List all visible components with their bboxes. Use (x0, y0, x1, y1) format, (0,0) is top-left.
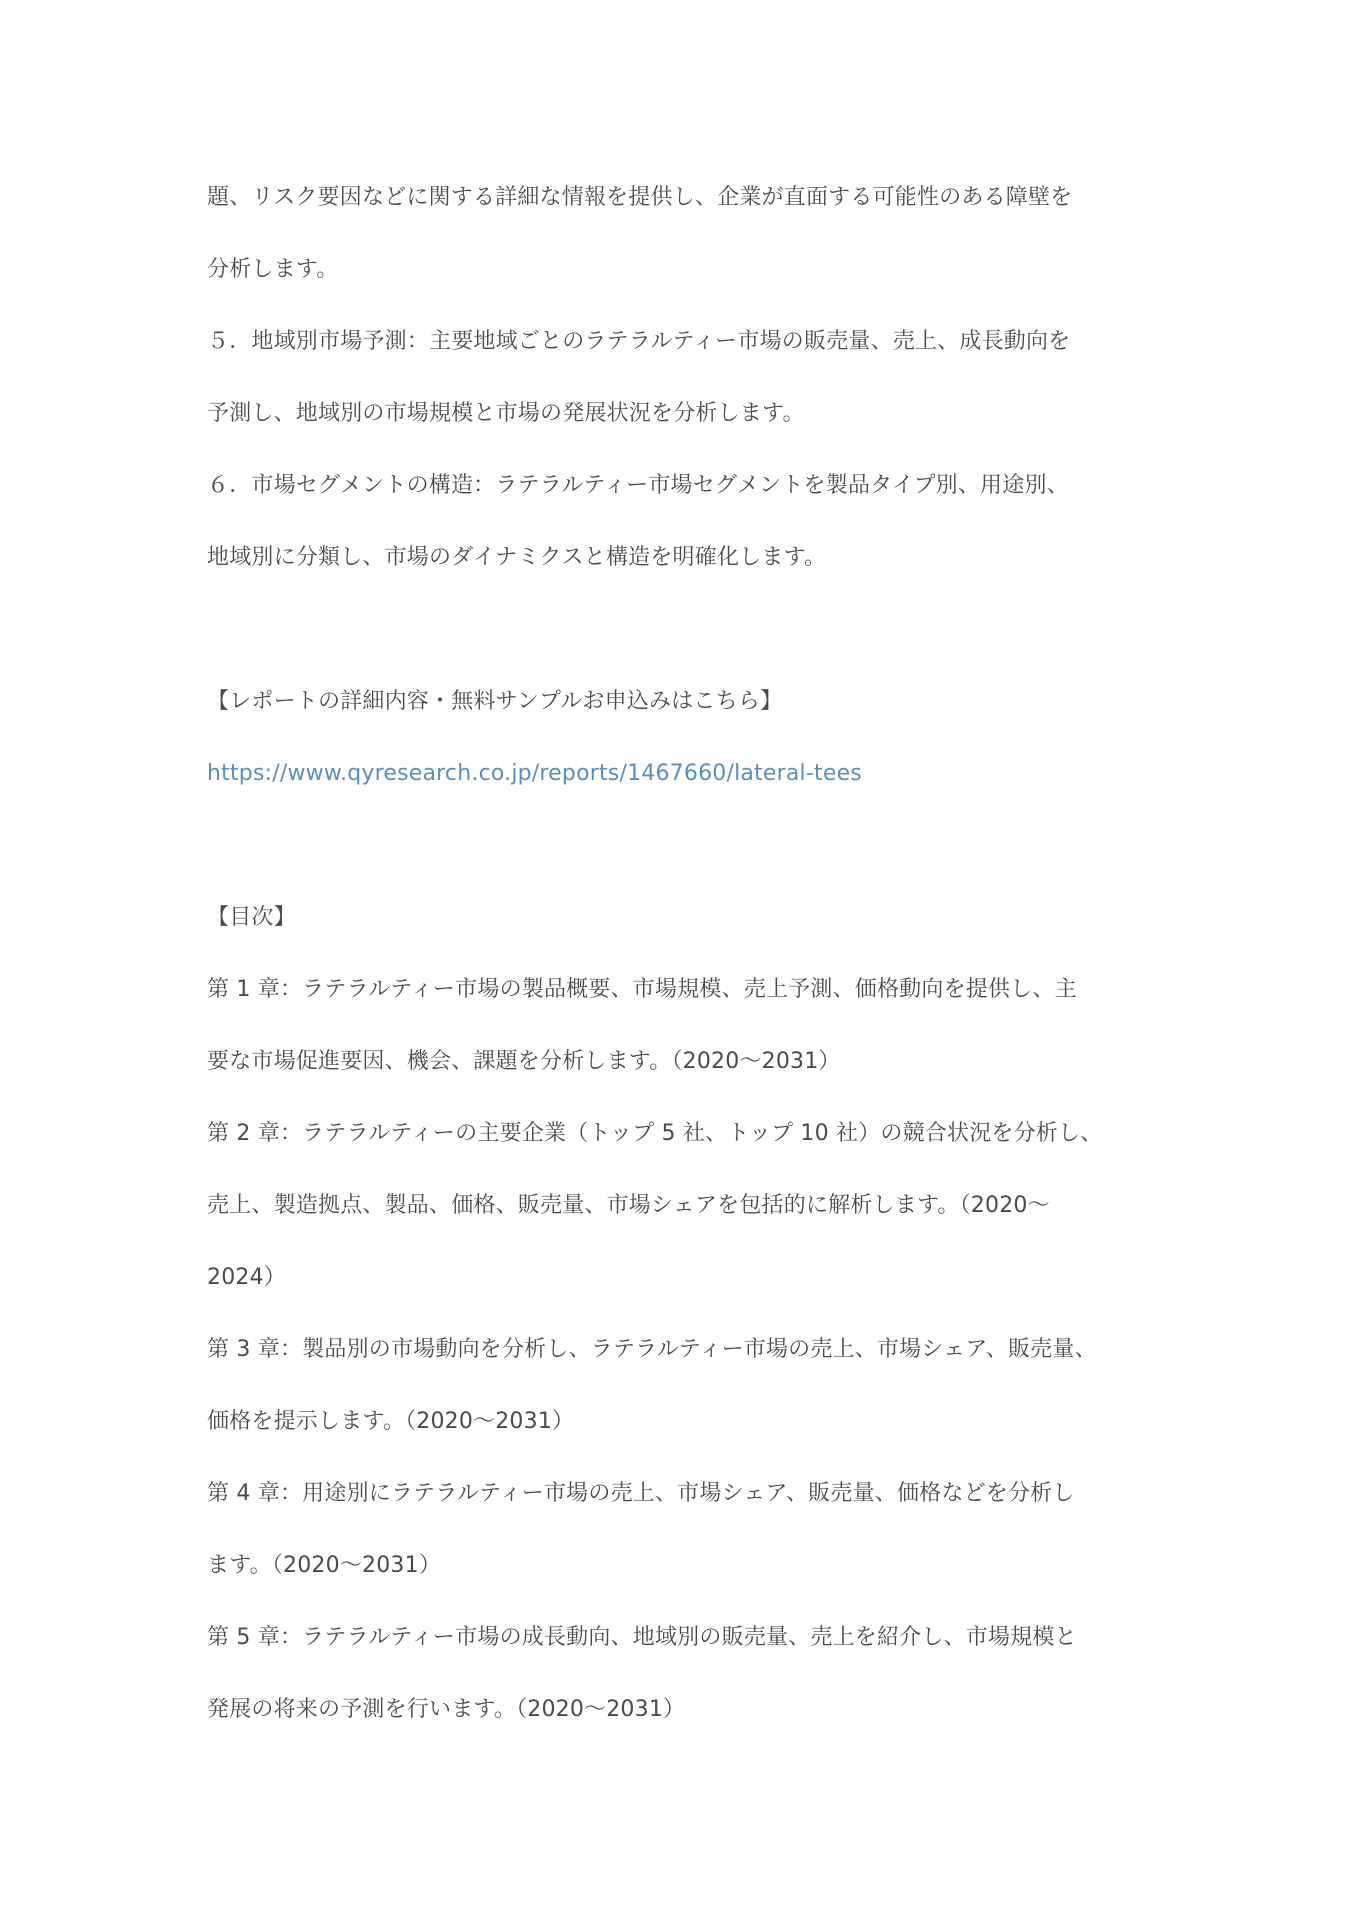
body-text-line: 分析します。 (207, 257, 339, 282)
toc-chapter-1: 第 1 章：ラテラルティー市場の製品概要、市場規模、売上予測、価格動向を提供し、主 (207, 977, 1077, 1002)
toc-chapter-5-cont: 発展の将来の予測を行います。（2020～2031） (207, 1697, 686, 1722)
toc-chapter-2: 第 2 章：ラテラルティーの主要企業（トップ 5 社、トップ 10 社）の競合状況を分析し、 (207, 1121, 1103, 1146)
body-text-line: 地域別に分類し、市場のダイナミクスと構造を明確化します。 (207, 545, 827, 570)
toc-chapter-4-cont: ます。（2020～2031） (207, 1553, 442, 1578)
toc-chapter-4: 第 4 章：用途別にラテラルティー市場の売上、市場シェア、販売量、価格などを分析し (207, 1481, 1075, 1506)
toc-chapter-1-cont: 要な市場促進要因、機会、課題を分析します。（2020～2031） (207, 1049, 841, 1074)
report-details-heading: 【レポートの詳細内容・無料サンプルお申込みはこちら】 (207, 689, 783, 714)
toc-chapter-2-cont: 売上、製造拠点、製品、価格、販売量、市場シェアを包括的に解析します。（2020～ (207, 1193, 1050, 1218)
toc-chapter-3-cont: 価格を提示します。（2020～2031） (207, 1409, 575, 1434)
body-text-line: 題、リスク要因などに関する詳細な情報を提供し、企業が直面する可能性のある障壁を (207, 185, 1073, 210)
body-text-line: 予測し、地域別の市場規模と市場の発展状況を分析します。 (207, 401, 805, 426)
section-5-line: ５．地域別市場予測：主要地域ごとのラテラルティー市場の販売量、売上、成長動向を (207, 329, 1071, 354)
toc-chapter-5: 第 5 章：ラテラルティー市場の成長動向、地域別の販売量、売上を紹介し、市場規模と (207, 1625, 1077, 1650)
toc-chapter-3: 第 3 章：製品別の市場動向を分析し、ラテラルティー市場の売上、市場シェア、販売量、 (207, 1337, 1097, 1362)
toc-heading: 【目次】 (207, 905, 296, 930)
report-link[interactable]: https://www.qyresearch.co.jp/reports/1467660/lateral-tees (207, 761, 862, 786)
section-6-line: ６．市場セグメントの構造：ラテラルティー市場セグメントを製品タイプ別、用途別、 (207, 473, 1069, 498)
toc-chapter-2-cont: 2024） (207, 1265, 286, 1290)
